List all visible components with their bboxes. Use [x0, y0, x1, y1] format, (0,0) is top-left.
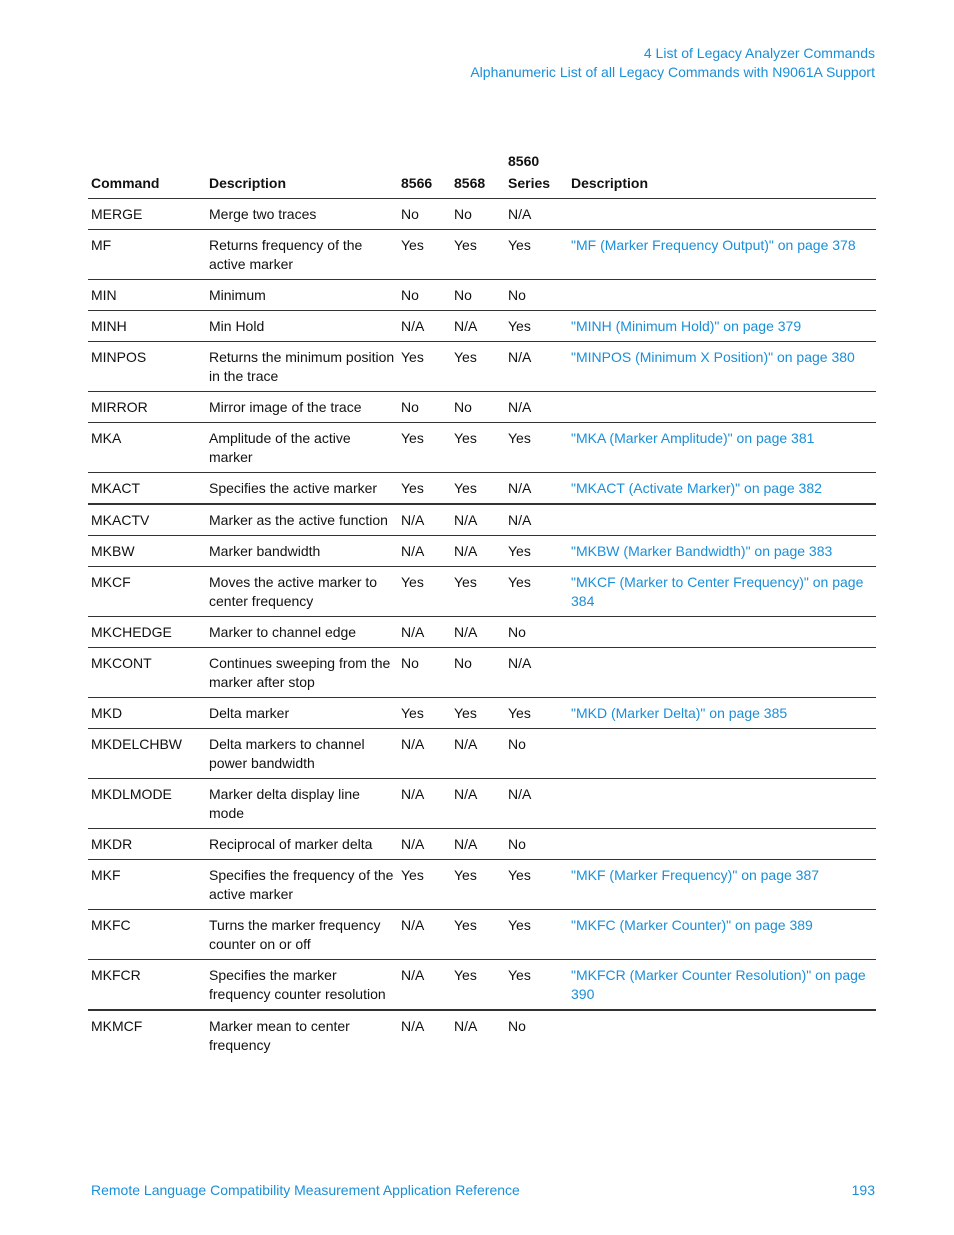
support-8568-cell: N/A	[451, 617, 505, 648]
support-8566-cell: N/A	[398, 311, 451, 342]
table-row	[88, 1010, 876, 1060]
support-8568-cell: N/A	[451, 504, 505, 536]
column-header-8566: 8566	[398, 150, 451, 199]
command-cell: MKFC	[88, 910, 206, 960]
support-8560-cell: Yes	[505, 910, 568, 960]
command-cell: MKBW	[88, 536, 206, 567]
column-header-8560-line2: Series	[508, 175, 551, 191]
support-8568-cell: N/A	[451, 729, 505, 779]
description-cell: Min Hold	[206, 311, 398, 342]
support-8568-cell: No	[451, 392, 505, 423]
description-cell: Marker delta display line mode	[206, 779, 398, 829]
support-8560-cell: Yes	[505, 698, 568, 729]
reference-link	[568, 1010, 876, 1060]
support-8568-cell: Yes	[451, 860, 505, 910]
support-8566-cell: N/A	[398, 536, 451, 567]
support-8566-cell: No	[398, 199, 451, 230]
section-title: Alphanumeric List of all Legacy Commands with N9061A Support	[470, 64, 875, 80]
support-8560-cell: N/A	[505, 648, 568, 698]
description-cell: Reciprocal of marker delta	[206, 829, 398, 860]
support-8568-cell: Yes	[451, 698, 505, 729]
support-8560-cell: No	[505, 829, 568, 860]
description-cell: Returns frequency of the active marker	[206, 230, 398, 280]
support-8560-cell: No	[508, 1018, 526, 1034]
table-row	[88, 729, 876, 779]
support-8568-cell: No	[451, 648, 505, 698]
support-8560-cell: Yes	[505, 960, 568, 1011]
support-8560-cell: N/A	[505, 779, 568, 829]
command-cell: MIRROR	[88, 392, 206, 423]
support-8568-cell: N/A	[451, 779, 505, 829]
reference-link	[568, 729, 876, 779]
table-row	[88, 779, 876, 829]
description-cell: Marker as the active function	[206, 504, 398, 536]
support-8568-cell: Yes	[451, 567, 505, 617]
support-8560-cell: Yes	[505, 311, 568, 342]
description-cell: Moves the active marker to center frequency	[206, 567, 398, 617]
table-row	[88, 617, 876, 648]
chapter-title: 4 List of Legacy Analyzer Commands	[643, 45, 875, 61]
description-cell: Continues sweeping from the marker after stop	[206, 648, 398, 698]
table-row	[88, 536, 876, 567]
command-cell: MERGE	[88, 199, 206, 230]
description-cell: Marker mean to center frequency	[209, 1018, 350, 1053]
reference-link[interactable]: "MKFCR (Marker Counter Resolution)" on page 390	[568, 960, 876, 1011]
support-8566-cell: Yes	[398, 230, 451, 280]
support-8568-cell: Yes	[451, 342, 505, 392]
column-header-description: Description	[206, 150, 398, 199]
column-header-reference: Description	[568, 150, 876, 199]
support-8568-cell: Yes	[451, 960, 505, 1011]
description-cell: Specifies the frequency of the active marker	[206, 860, 398, 910]
command-cell: MKCONT	[88, 648, 206, 698]
support-8560-cell: N/A	[505, 342, 568, 392]
command-cell: MIN	[88, 280, 206, 311]
support-8568-cell: N/A	[451, 829, 505, 860]
support-8566-cell: N/A	[398, 960, 451, 1011]
support-8568-cell: Yes	[451, 230, 505, 280]
support-8566-cell: N/A	[398, 617, 451, 648]
command-cell: MKACTV	[88, 504, 206, 536]
table-row	[88, 392, 876, 423]
description-cell: Delta markers to channel power bandwidth	[206, 729, 398, 779]
support-8568-cell: No	[451, 199, 505, 230]
support-8560-cell: Yes	[505, 567, 568, 617]
support-8566-cell: Yes	[398, 860, 451, 910]
footer-title: Remote Language Compatibility Measurement Application Reference	[91, 1182, 520, 1198]
command-cell: MKCF	[88, 567, 206, 617]
table-row	[88, 342, 876, 392]
table-row	[88, 960, 876, 1011]
support-8560-cell: Yes	[505, 536, 568, 567]
table-row	[88, 829, 876, 860]
command-cell: MKF	[88, 860, 206, 910]
command-table-container	[88, 150, 876, 1060]
support-8560-cell: N/A	[505, 473, 568, 505]
reference-link[interactable]: "MKBW (Marker Bandwidth)" on page 383	[568, 536, 876, 567]
support-8560-cell: Yes	[505, 423, 568, 473]
table-row	[88, 504, 876, 536]
table-row	[88, 280, 876, 311]
description-cell: Marker bandwidth	[206, 536, 398, 567]
reference-link	[568, 617, 876, 648]
support-8566-cell: N/A	[398, 504, 451, 536]
running-header	[470, 44, 875, 82]
reference-link	[568, 648, 876, 698]
command-cell: MKFCR	[88, 960, 206, 1011]
reference-link	[568, 280, 876, 311]
command-cell: MINPOS	[88, 342, 206, 392]
description-cell: Merge two traces	[206, 199, 398, 230]
description-cell: Turns the marker frequency counter on or off	[206, 910, 398, 960]
support-8560-cell: No	[505, 617, 568, 648]
page-number: 193	[851, 1182, 875, 1198]
command-cell: MKCHEDGE	[88, 617, 206, 648]
table-row	[88, 311, 876, 342]
command-table	[88, 150, 876, 1060]
support-8566-cell: Yes	[398, 473, 451, 505]
table-row	[88, 567, 876, 617]
reference-link	[568, 199, 876, 230]
reference-link	[568, 504, 876, 536]
description-cell: Specifies the active marker	[206, 473, 398, 505]
description-cell: Mirror image of the trace	[206, 392, 398, 423]
description-cell: Amplitude of the active marker	[206, 423, 398, 473]
reference-link[interactable]: "MKF (Marker Frequency)" on page 387	[568, 860, 876, 910]
support-8566-cell: Yes	[398, 698, 451, 729]
table-body	[88, 199, 876, 1061]
support-8566-cell: N/A	[398, 779, 451, 829]
support-8566-cell: No	[398, 392, 451, 423]
support-8560-cell: N/A	[505, 199, 568, 230]
reference-link[interactable]: "MKCF (Marker to Center Frequency)" on page 384	[568, 567, 876, 617]
support-8566-cell: Yes	[398, 567, 451, 617]
reference-link	[568, 392, 876, 423]
command-cell: MKA	[88, 423, 206, 473]
column-header-8560-series	[505, 150, 568, 199]
reference-link[interactable]: "MKACT (Activate Marker)" on page 382	[568, 473, 876, 505]
table-header-row	[88, 150, 876, 199]
command-cell: MKDR	[88, 829, 206, 860]
reference-link[interactable]: "MINH (Minimum Hold)" on page 379	[568, 311, 876, 342]
reference-link[interactable]: "MKA (Marker Amplitude)" on page 381	[568, 423, 876, 473]
support-8566-cell: N/A	[398, 829, 451, 860]
support-8566-cell: N/A	[398, 729, 451, 779]
support-8566-cell: Yes	[398, 342, 451, 392]
support-8568-cell: Yes	[451, 473, 505, 505]
table-row	[88, 860, 876, 910]
table-row	[88, 698, 876, 729]
table-row	[88, 230, 876, 280]
reference-link[interactable]: "MKFC (Marker Counter)" on page 389	[568, 910, 876, 960]
command-cell: MKD	[88, 698, 206, 729]
column-header-8560-line1: 8560	[508, 153, 540, 169]
description-cell: Specifies the marker frequency counter resolution	[206, 960, 398, 1011]
reference-link[interactable]: "MINPOS (Minimum X Position)" on page 380	[568, 342, 876, 392]
description-cell: Delta marker	[206, 698, 398, 729]
support-8568-cell: No	[451, 280, 505, 311]
support-8560-cell: No	[505, 280, 568, 311]
support-8560-cell: Yes	[505, 860, 568, 910]
command-cell: MINH	[88, 311, 206, 342]
support-8568-cell: N/A	[451, 311, 505, 342]
support-8560-cell: N/A	[505, 392, 568, 423]
support-8568-cell: N/A	[451, 536, 505, 567]
command-cell: MKDLMODE	[88, 779, 206, 829]
column-header-command: Command	[88, 150, 206, 199]
support-8566-cell: N/A	[401, 1018, 425, 1034]
description-cell: Minimum	[206, 280, 398, 311]
description-cell: Marker to channel edge	[206, 617, 398, 648]
support-8560-cell: No	[505, 729, 568, 779]
command-cell: MKACT	[88, 473, 206, 505]
command-cell: MKDELCHBW	[88, 729, 206, 779]
reference-link[interactable]: "MF (Marker Frequency Output)" on page 378	[568, 230, 876, 280]
support-8566-cell: Yes	[398, 423, 451, 473]
support-8568-cell: Yes	[451, 423, 505, 473]
table-row	[88, 648, 876, 698]
table-row	[88, 423, 876, 473]
support-8560-cell: Yes	[505, 230, 568, 280]
command-cell: MKMCF	[91, 1018, 143, 1034]
support-8566-cell: No	[398, 280, 451, 311]
support-8568-cell: N/A	[454, 1018, 478, 1034]
reference-link[interactable]: "MKD (Marker Delta)" on page 385	[568, 698, 876, 729]
description-cell: Returns the minimum position in the trace	[206, 342, 398, 392]
support-8560-cell: N/A	[505, 504, 568, 536]
table-row	[88, 199, 876, 230]
support-8566-cell: No	[398, 648, 451, 698]
reference-link	[568, 779, 876, 829]
table-row	[88, 910, 876, 960]
reference-link	[568, 829, 876, 860]
column-header-8568: 8568	[451, 150, 505, 199]
support-8566-cell: N/A	[398, 910, 451, 960]
command-cell: MF	[88, 230, 206, 280]
support-8568-cell: Yes	[451, 910, 505, 960]
table-row	[88, 473, 876, 505]
